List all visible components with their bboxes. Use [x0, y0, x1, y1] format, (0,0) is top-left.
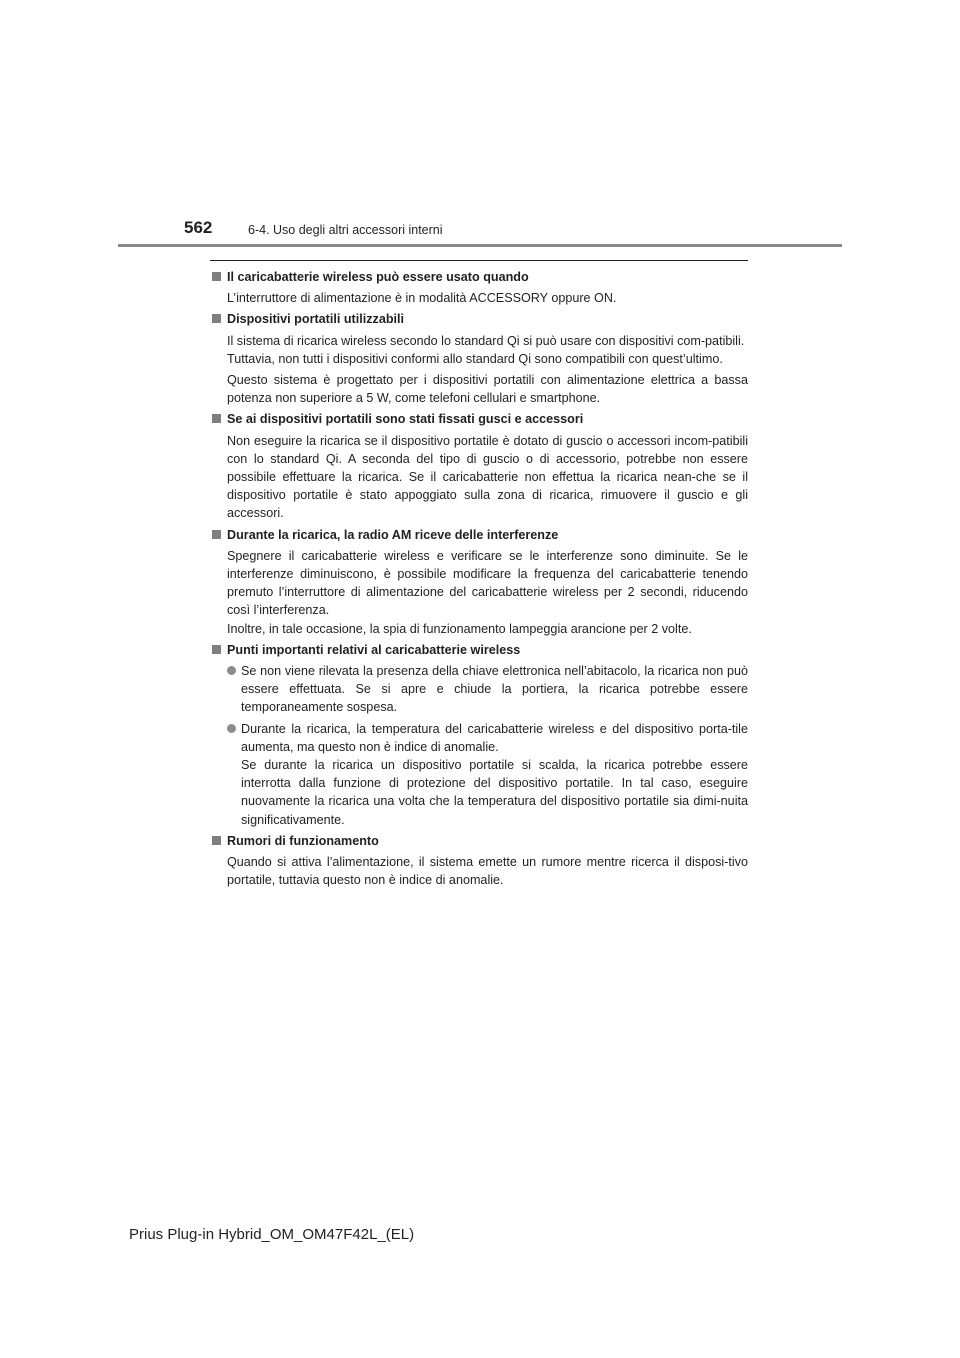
bullet-text: Se durante la ricarica un dispositivo portatile si scalda, la ricarica potrebbe essere interrotta dalla funzione di protezione del dispositivo portatile. In tal caso, eseguire nuovamente la ricarica una volta che la temperatura del dispositivo portatile sia dimi-nuita significativamente.	[241, 758, 748, 827]
heading-text: Dispositivi portatili utilizzabili	[227, 312, 405, 327]
circle-bullet-icon	[227, 724, 236, 733]
square-bullet-icon	[212, 414, 221, 423]
paragraph: Inoltre, in tale occasione, la spia di funzionamento lampeggia arancione per 2 volte.	[227, 621, 692, 636]
square-bullet-icon	[212, 314, 221, 323]
square-bullet-icon	[212, 530, 221, 539]
heading-text: Rumori di funzionamento	[227, 833, 379, 848]
paragraph: Quando si attiva l’alimentazione, il sistema emette un rumore mentre ricerca il disposi-tivo portatile, tuttavia questo non è indice di anomalie.	[227, 855, 748, 888]
paragraph: Il sistema di ricarica wireless secondo lo standard Qi si può usare con dispositivi com-patibili.	[227, 333, 745, 348]
section-important-points	[210, 641, 748, 829]
section-operating-noise	[210, 832, 748, 890]
section-heading	[210, 410, 748, 428]
header-divider	[118, 244, 842, 247]
square-bullet-icon	[212, 645, 221, 654]
paragraph: Tuttavia, non tutti i dispositivi conformi allo standard Qi sono compatibili con quest’ultimo.	[227, 351, 723, 366]
paragraph: Non eseguire la ricarica se il dispositivo portatile è dotato di guscio o accessori incom-patibili con lo standard Qi. A seconda del tipo di guscio o di accessorio, potrebbe non essere possibile effettuare la ricarica. Se il caricabatterie non effettua la ricarica nean-che se il dispositivo portatile è stato appoggiato sulla zona di ricarica, rimuovere il guscio e gli accessori.	[227, 433, 748, 521]
square-bullet-icon	[212, 836, 221, 845]
circle-bullet-icon	[227, 666, 236, 675]
section-heading	[210, 268, 748, 286]
paragraph: L’interruttore di alimentazione è in modalità ACCESSORY oppure ON.	[227, 291, 617, 306]
heading-text: Se ai dispositivi portatili sono stati fissati gusci e accessori	[227, 412, 584, 427]
section-cases-accessories	[210, 410, 748, 522]
content-divider	[210, 260, 748, 261]
bullet-text: Durante la ricarica, la temperatura del caricabatterie wireless e del dispositivo porta-tile aumenta, ma questo non è indice di anomalie.	[241, 721, 748, 754]
list-item	[227, 720, 748, 829]
section-wireless-usable	[210, 268, 748, 307]
section-title: 6-4. Uso degli altri accessori interni	[248, 223, 443, 237]
section-usable-devices	[210, 310, 748, 407]
content-body	[210, 268, 748, 893]
section-heading	[210, 641, 748, 659]
heading-text: Il caricabatterie wireless può essere usato quando	[227, 270, 529, 284]
section-heading	[210, 832, 748, 850]
square-bullet-icon	[212, 272, 221, 281]
bullet-text: Se non viene rilevata la presenza della chiave elettronica nell’abitacolo, la ricarica non può essere effettuata. Se si apre e chiude la portiera, la ricarica potrebbe essere temporaneamente sospesa.	[241, 664, 748, 715]
section-heading	[210, 310, 748, 328]
section-heading	[210, 526, 748, 544]
list-item	[227, 662, 748, 717]
heading-text: Durante la ricarica, la radio AM riceve delle interferenze	[227, 527, 559, 542]
heading-text: Punti importanti relativi al caricabatterie wireless	[227, 642, 521, 657]
footer-document-id: Prius Plug-in Hybrid_OM_OM47F42L_(EL)	[129, 1226, 415, 1243]
paragraph: Spegnere il caricabatterie wireless e verificare se le interferenze sono diminuite. Se le interferenze diminuiscono, è possibile modificare la frequenza del caricabatterie tenendo premuto l’interruttore di alimentazione del caricabatterie wireless per 2 secondi, riducendo così l’interferenza.	[227, 548, 748, 618]
paragraph: Questo sistema è progettato per i dispositivi portatili con alimentazione elettrica a bassa potenza non superiore a 5 W, come telefoni cellulari e smartphone.	[227, 373, 748, 406]
section-am-interference	[210, 526, 748, 638]
page-number: 562	[184, 218, 213, 237]
